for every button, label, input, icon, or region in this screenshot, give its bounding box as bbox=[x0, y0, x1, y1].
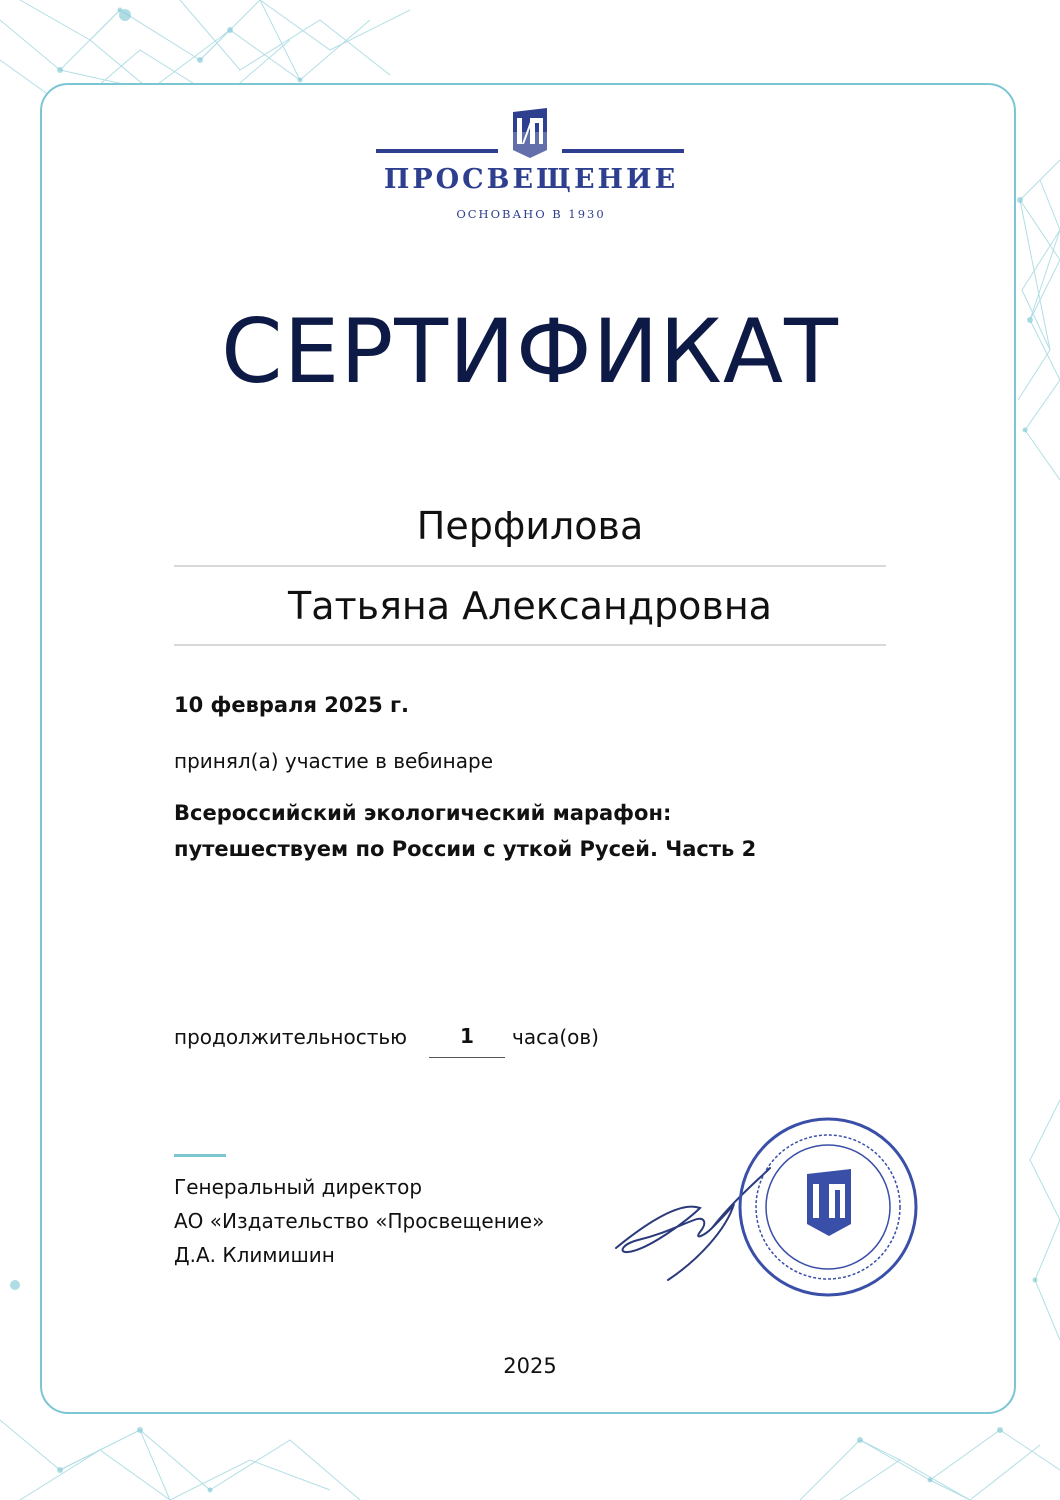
logo-tagline: ОСНОВАНО В 1930 bbox=[456, 207, 606, 221]
certificate-year: 2025 bbox=[503, 1354, 557, 1378]
recipient-surname: Перфилова bbox=[416, 504, 644, 548]
duration-underline bbox=[429, 1057, 505, 1058]
publisher-logo bbox=[376, 108, 686, 228]
publisher-logo-icon bbox=[511, 108, 549, 158]
publisher-stamp bbox=[733, 1112, 923, 1302]
signatory-block bbox=[174, 1170, 544, 1272]
certificate-title: СЕРТИФИКАТ bbox=[221, 300, 839, 403]
webinar-title-line-1: Всероссийский экологический марафон: bbox=[174, 801, 672, 825]
duration-value: 1 bbox=[460, 1024, 474, 1048]
signatory-accent-rule bbox=[174, 1154, 226, 1157]
signatory-name: Д.А. Климишин bbox=[174, 1243, 335, 1267]
signatory-position: Генеральный директор bbox=[174, 1175, 423, 1199]
logo-rule-right bbox=[562, 149, 684, 153]
logo-rule-left bbox=[376, 149, 498, 153]
recipient-given-names: Татьяна Александровна bbox=[288, 584, 772, 628]
given-names-underline bbox=[174, 644, 886, 646]
duration-prefix: продолжительностью bbox=[174, 1025, 407, 1049]
logo-wordmark: ПРОСВЕЩЕНИЕ bbox=[383, 164, 679, 195]
signatory-organization: АО «Издательство «Просвещение» bbox=[174, 1209, 545, 1233]
duration-suffix: часа(ов) bbox=[512, 1025, 599, 1049]
webinar-title bbox=[174, 795, 894, 867]
participation-text: принял(а) участие в вебинаре bbox=[174, 749, 493, 773]
webinar-title-line-2: путешествуем по России с уткой Русей. Часть 2 bbox=[174, 837, 757, 861]
event-date: 10 февраля 2025 г. bbox=[174, 693, 409, 717]
surname-underline bbox=[174, 565, 886, 567]
